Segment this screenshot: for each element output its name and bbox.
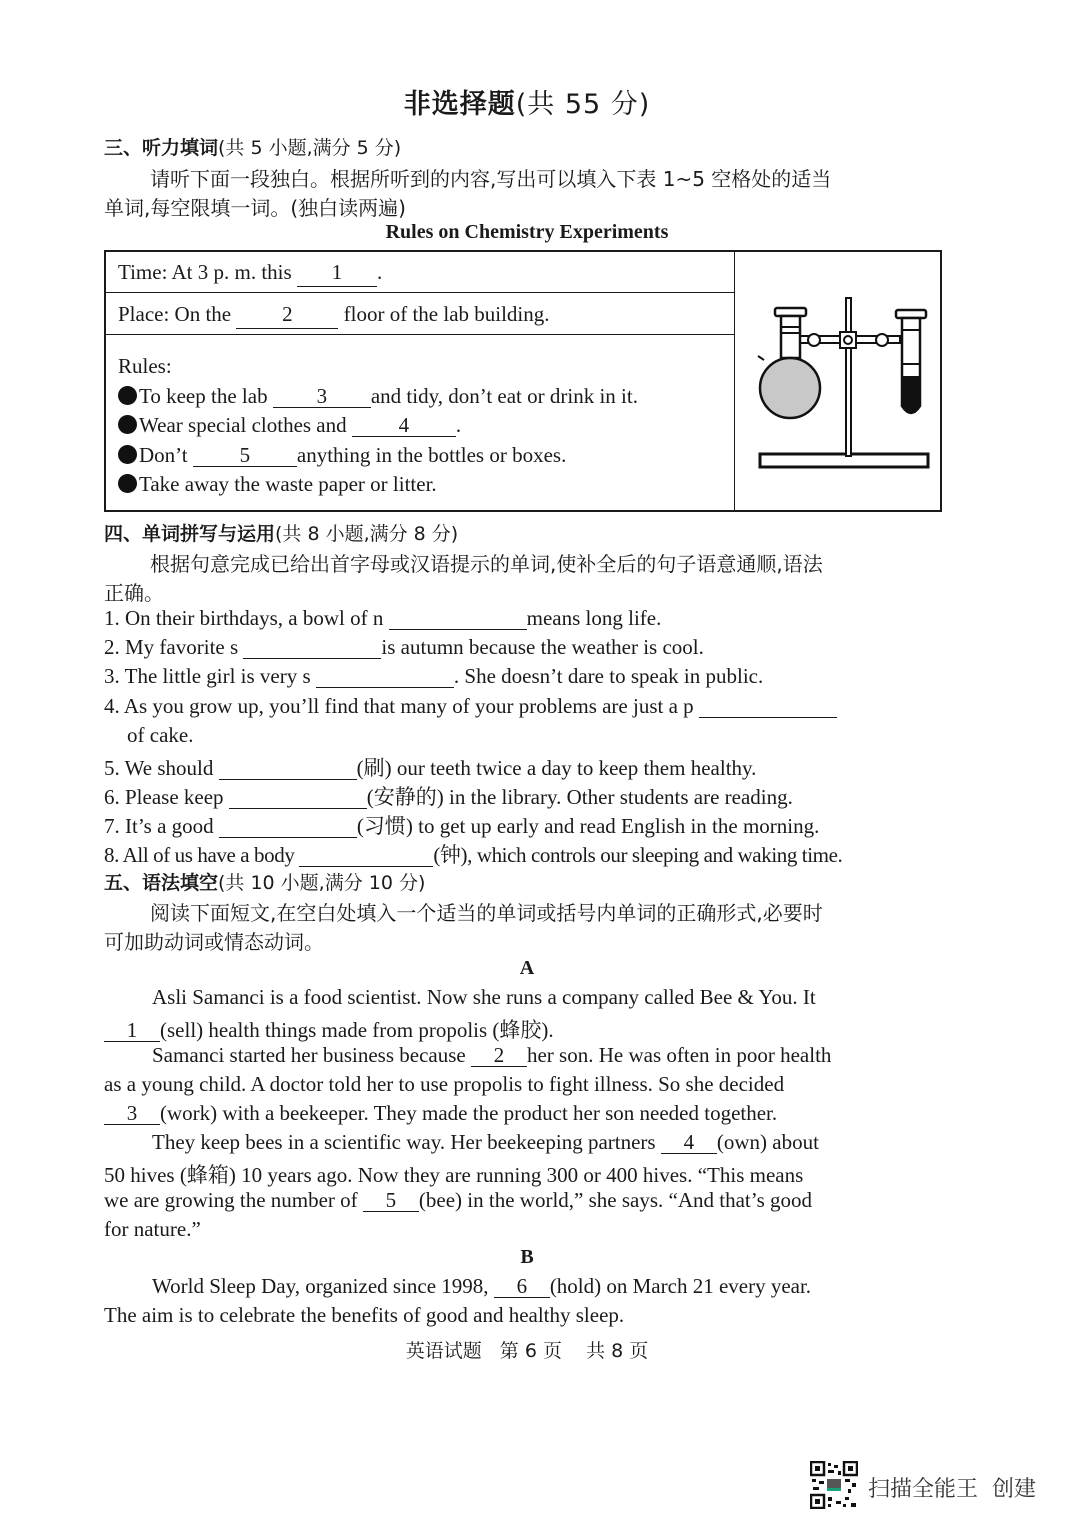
section4-instruction-2: 正确。	[104, 581, 164, 605]
spelling-blank-2[interactable]	[243, 636, 381, 659]
rule-item	[118, 382, 638, 412]
section4-heading	[104, 519, 458, 546]
item-text: 4. As you grow up, you’ll find that many of your problems are just a p	[104, 694, 694, 718]
page-footer: 英语试题 第 6 页 共 8 页	[405, 1340, 649, 1362]
spelling-item-7	[104, 810, 819, 840]
line-text: (sell) health things made from propolis (蜂胶).	[160, 1018, 554, 1042]
rule-item	[118, 411, 638, 441]
passage-a-line-9: for nature.”	[104, 1217, 201, 1241]
item-text: 6. Please keep	[104, 785, 224, 809]
line-text: (work) with a beekeeper. They made the product her son needed together.	[160, 1101, 778, 1125]
section5-points: (共 10 小题,满分 10 分)	[218, 872, 426, 894]
spelling-blank-7[interactable]	[219, 815, 357, 838]
bullet-icon	[118, 415, 137, 434]
section5-instruction-1: 阅读下面短文,在空白处填入一个适当的单词或括号内单词的正确形式,必要时	[150, 901, 823, 925]
title-main: 非选择题	[403, 89, 516, 120]
line-text-post: (bee) in the world,” she says. “And that’s good	[418, 1188, 812, 1212]
item-text: 7. It’s a good	[104, 814, 214, 838]
rule-item	[118, 441, 638, 471]
time-label: Time: At 3 p. m. this	[118, 260, 292, 284]
bullet-icon	[118, 445, 137, 464]
item-text-post: (安静的) in the library. Other students are reading.	[366, 785, 793, 809]
item-text: 8. All of us have a body	[104, 843, 295, 867]
passage-b-line-1	[152, 1274, 811, 1299]
table-row-time	[106, 252, 734, 293]
line-text: They keep bees in a scientific way. Her beekeeping partners	[152, 1130, 656, 1154]
item-text-post: (钟), which controls our sleeping and waking time.	[433, 843, 843, 867]
spelling-item-3	[104, 664, 763, 689]
rules-label: Rules:	[118, 354, 172, 378]
section3-points: (共 5 小题,满分 5 分)	[218, 137, 402, 159]
watermark-text: 扫描全能王 创建	[868, 1477, 1036, 1502]
rule-text: To keep the lab	[139, 383, 268, 408]
section5-instruction-2: 可加助动词或情态动词。	[104, 930, 324, 954]
grammar-blank-1[interactable]: 1	[104, 1019, 160, 1042]
place-post: floor of the lab building.	[343, 302, 550, 326]
spelling-blank-5[interactable]	[219, 757, 357, 780]
qr-code-icon	[810, 1461, 858, 1509]
section3-instruction-2: 单词,每空限填一词。(独白读两遍)	[104, 196, 406, 220]
rules-block	[118, 352, 638, 500]
spelling-blank-8[interactable]	[299, 844, 433, 867]
passage-a-line-7: 50 hives (蜂箱) 10 years ago. Now they are running 300 or 400 hives. “This means	[104, 1163, 804, 1187]
blank-1[interactable]: 1	[297, 258, 377, 287]
spelling-item-6	[104, 781, 793, 811]
section4-instruction-1: 根据句意完成已给出首字母或汉语提示的单词,使补全后的句子语意通顺,语法	[150, 552, 823, 576]
section3-heading	[104, 133, 401, 160]
item-text-post: (刷) our teeth twice a day to keep them healthy.	[356, 756, 757, 780]
rule-item	[118, 470, 638, 500]
spelling-blank-4[interactable]	[699, 695, 837, 718]
passage-a-line-1: Asli Samanci is a food scientist. Now she runs a company called Bee & You. It	[152, 985, 816, 1009]
line-text: we are growing the number of	[104, 1188, 358, 1212]
spelling-item-4	[104, 694, 837, 719]
passage-b-label: B	[520, 1246, 534, 1268]
section3-heading-label: 三、听力填词	[104, 137, 219, 159]
grammar-blank-6[interactable]: 6	[494, 1275, 550, 1298]
table-text-column	[106, 252, 735, 510]
table-row-place	[106, 293, 734, 335]
item-text: 5. We should	[104, 756, 214, 780]
rule-text-post: anything in the bottles or boxes.	[296, 442, 567, 467]
blank-3[interactable]: 3	[273, 385, 371, 408]
item-text-post: . She doesn’t dare to speak in public.	[453, 664, 764, 688]
spelling-item-2	[104, 635, 704, 660]
blank-2[interactable]: 2	[236, 300, 338, 329]
blank-5[interactable]: 5	[193, 444, 297, 467]
passage-a-line-2	[104, 1014, 554, 1044]
spelling-item-8	[104, 839, 842, 869]
passage-b-line-2: The aim is to celebrate the benefits of good and healthy sleep.	[104, 1303, 625, 1327]
lab-stand-icon	[736, 252, 940, 510]
line-text-post: (hold) on March 21 every year.	[549, 1274, 812, 1298]
passage-a-line-3	[152, 1043, 831, 1068]
bullet-icon	[118, 386, 137, 405]
blank-4[interactable]: 4	[352, 414, 456, 437]
rule-text-post: and tidy, don’t eat or drink in it.	[370, 383, 638, 408]
item-text: 3. The little girl is very s	[104, 664, 311, 688]
section4-points: (共 8 小题,满分 8 分)	[275, 523, 459, 545]
title-points: (共 55 分)	[515, 89, 651, 120]
spelling-blank-6[interactable]	[229, 786, 367, 809]
item-text-post: (习惯) to get up early and read English in the morning.	[356, 814, 820, 838]
passage-a-line-6	[152, 1130, 819, 1155]
passage-a-line-4: as a young child. A doctor told her to use propolis to fight illness. So she decided	[104, 1072, 785, 1096]
grammar-blank-3[interactable]: 3	[104, 1102, 160, 1125]
item-text-post: is autumn because the weather is cool.	[381, 635, 704, 659]
spelling-item-5	[104, 752, 756, 782]
passage-a-line-5	[104, 1101, 777, 1126]
place-label: Place: On the	[118, 302, 232, 326]
spelling-blank-1[interactable]	[389, 607, 527, 630]
grammar-blank-5[interactable]: 5	[363, 1189, 419, 1212]
bullet-icon	[118, 474, 137, 493]
passage-a-label: A	[519, 957, 535, 979]
passage-a-line-8	[104, 1188, 812, 1213]
chemistry-apparatus-image	[736, 252, 940, 510]
rule-text-post: .	[455, 413, 462, 437]
table-title: Rules on Chemistry Experiments	[385, 221, 669, 243]
line-text-post: (own) about	[716, 1130, 819, 1154]
spelling-blank-3[interactable]	[316, 665, 454, 688]
line-text: World Sleep Day, organized since 1998,	[152, 1274, 489, 1298]
section5-heading-label: 五、语法填空	[104, 872, 219, 894]
spelling-item-1	[104, 606, 661, 631]
section4-heading-label: 四、单词拼写与运用	[104, 523, 276, 545]
rule-text: Don’t	[139, 442, 188, 467]
item-text-post: means long life.	[526, 606, 662, 630]
item-text: 2. My favorite s	[104, 635, 239, 659]
line-text: Samanci started her business because	[152, 1043, 466, 1067]
grammar-blank-4[interactable]: 4	[661, 1131, 717, 1154]
spelling-item-4-cont: of cake.	[127, 723, 194, 747]
line-text-post: her son. He was often in poor health	[526, 1043, 832, 1067]
rule-text: Take away the waste paper or litter.	[139, 472, 437, 496]
rule-text: Wear special clothes and	[139, 413, 347, 437]
time-post: .	[376, 260, 383, 284]
listening-table	[104, 250, 942, 512]
grammar-blank-2[interactable]: 2	[471, 1044, 527, 1067]
section3-instruction-1: 请听下面一段独白。根据所听到的内容,写出可以填入下表 1~5 空格处的适当	[150, 167, 832, 191]
section5-heading	[104, 868, 425, 895]
page-title	[0, 82, 1054, 121]
item-text: 1. On their birthdays, a bowl of n	[104, 606, 384, 630]
